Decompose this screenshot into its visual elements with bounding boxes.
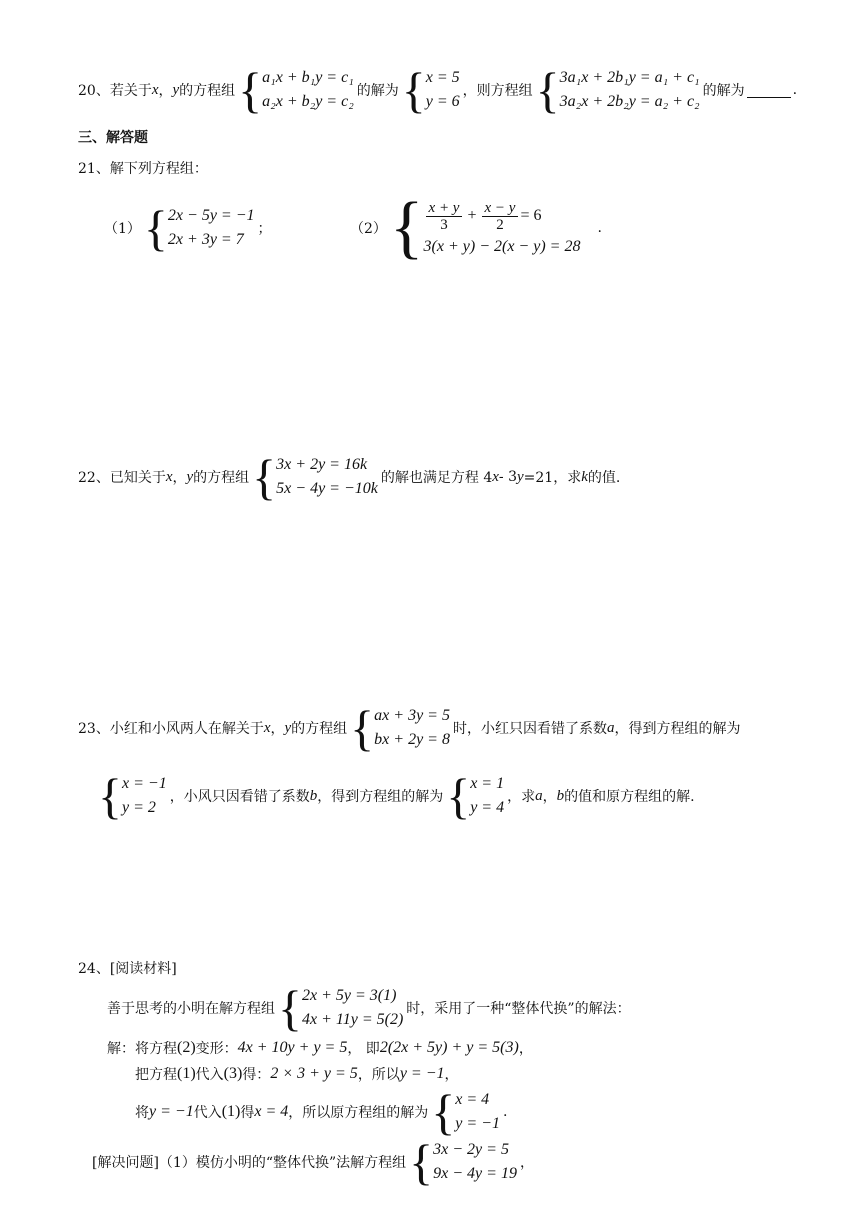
- question-number: 22、: [78, 470, 110, 486]
- left-brace: {: [535, 62, 560, 118]
- equation-system: { 2x + 5y = 3(1) 4x + 11y = 5(2): [278, 980, 404, 1036]
- section-heading: 三、解答题: [78, 130, 148, 146]
- answer-blank[interactable]: [747, 83, 791, 98]
- left-brace: {: [401, 62, 426, 118]
- question-21: 21、 解下列方程组：: [78, 158, 208, 178]
- question-number: 23、: [78, 721, 110, 737]
- left-brace: {: [98, 768, 122, 824]
- q24-step3: 将 y = −1 代入 (1) 得 x = 4 ，所以原方程组的解为 { x = 4 y = −1 .: [135, 1084, 508, 1140]
- equation-system: { a₁x + b₁y = c₁ a₂x + b₂y = c₂: [238, 62, 354, 118]
- q21-part2: （2） { $\frac{x + y}{3}$ + $\frac{x - y}{2}$ = 6 3(x + y) − 2(x − y) = 28 .: [350, 189, 602, 266]
- question-number: 21、: [78, 161, 110, 177]
- question-20: 20、 若关于 x ， y 的方程组 { a₁x + b₁y = c₁ a₂x + b₂y = c₂ 的解为 { x = 5 y = 6 ，则方程组 { 3a₁x + 2b₁y = a₁ + c₁ 3a₂x + 2b₂y = a₂ + c₂ 的解为 .: [78, 62, 798, 118]
- question-number: 20、: [78, 83, 110, 99]
- question-24: 24、 [阅读材料]: [78, 958, 177, 978]
- q24-step1: 解：将方程 (2) 变形： 4x + 10y + y = 5 ， 即 2(2x + 5y) + y = 5(3) ，: [107, 1039, 533, 1057]
- equation-system: { 3a₁x + 2b₁y = a₁ + c₁ 3a₂x + 2b₂y = a₂ + c₂: [535, 62, 700, 118]
- left-brace: {: [389, 189, 424, 266]
- q24-problem: [解决问题]（1）模仿小明的“整体代换”法解方程组 { 3x − 2y = 5 9x − 4y = 19 ，: [92, 1134, 534, 1190]
- equation-system: { 3x + 2y = 16k 5x − 4y = −10k: [252, 449, 378, 505]
- equation-system: { 3x − 2y = 5 9x − 4y = 19: [409, 1134, 517, 1190]
- solution-system: { x = 5 y = 6: [401, 62, 460, 118]
- question-23-cont: { x = −1 y = 2 ，小风只因看错了系数 b ，得到方程组的解为 { x = 1 y = 4 ，求 a ， b 的值和原方程组的解.: [98, 768, 695, 824]
- left-brace: {: [238, 62, 263, 118]
- equation-system: { ax + 3y = 5 bx + 2y = 8: [350, 700, 450, 756]
- left-brace: {: [446, 768, 471, 824]
- question-23: 23、 小红和小风两人在解关于 x ， y 的方程组 { ax + 3y = 5 bx + 2y = 8 时，小红只因看错了系数 a ，得到方程组的解为: [78, 700, 741, 756]
- fraction: $\frac{x + y}{3}$: [426, 200, 463, 233]
- left-brace: {: [431, 1084, 456, 1140]
- q21-part1: （1） { 2x − 5y = −1 2x + 3y = 7 ；: [104, 200, 272, 256]
- equation-system: { $\frac{x + y}{3}$ + $\frac{x - y}{2}$ = 6 3(x + y) − 2(x − y) = 28: [389, 189, 581, 266]
- q24-step2: 把方程 (1) 代入 (3) 得： 2 × 3 + y = 5 ，所以 y = −1 ，: [135, 1065, 459, 1083]
- fraction: $\frac{x - y}{2}$: [482, 200, 519, 233]
- question-number: 24、: [78, 961, 110, 977]
- left-brace: {: [143, 200, 168, 256]
- solution-system: { x = −1 y = 2: [98, 768, 167, 824]
- left-brace: {: [350, 700, 375, 756]
- left-brace: {: [278, 980, 302, 1036]
- solution-system: { x = 4 y = −1: [431, 1084, 500, 1140]
- question-22: 22、 已知关于 x ， y 的方程组 { 3x + 2y = 16k 5x − 4y = −10k 的解也满足方程 4 x - 3 y =21，求 k 的值.: [78, 449, 621, 505]
- equation-system: { 2x − 5y = −1 2x + 3y = 7: [143, 200, 255, 256]
- q24-intro: 善于思考的小明在解方程组 { 2x + 5y = 3(1) 4x + 11y = 5(2) 时，采用了一种“整体代换”的解法：: [107, 980, 631, 1036]
- left-brace: {: [252, 449, 277, 505]
- solution-system: { x = 1 y = 4: [446, 768, 505, 824]
- left-brace: {: [409, 1134, 434, 1190]
